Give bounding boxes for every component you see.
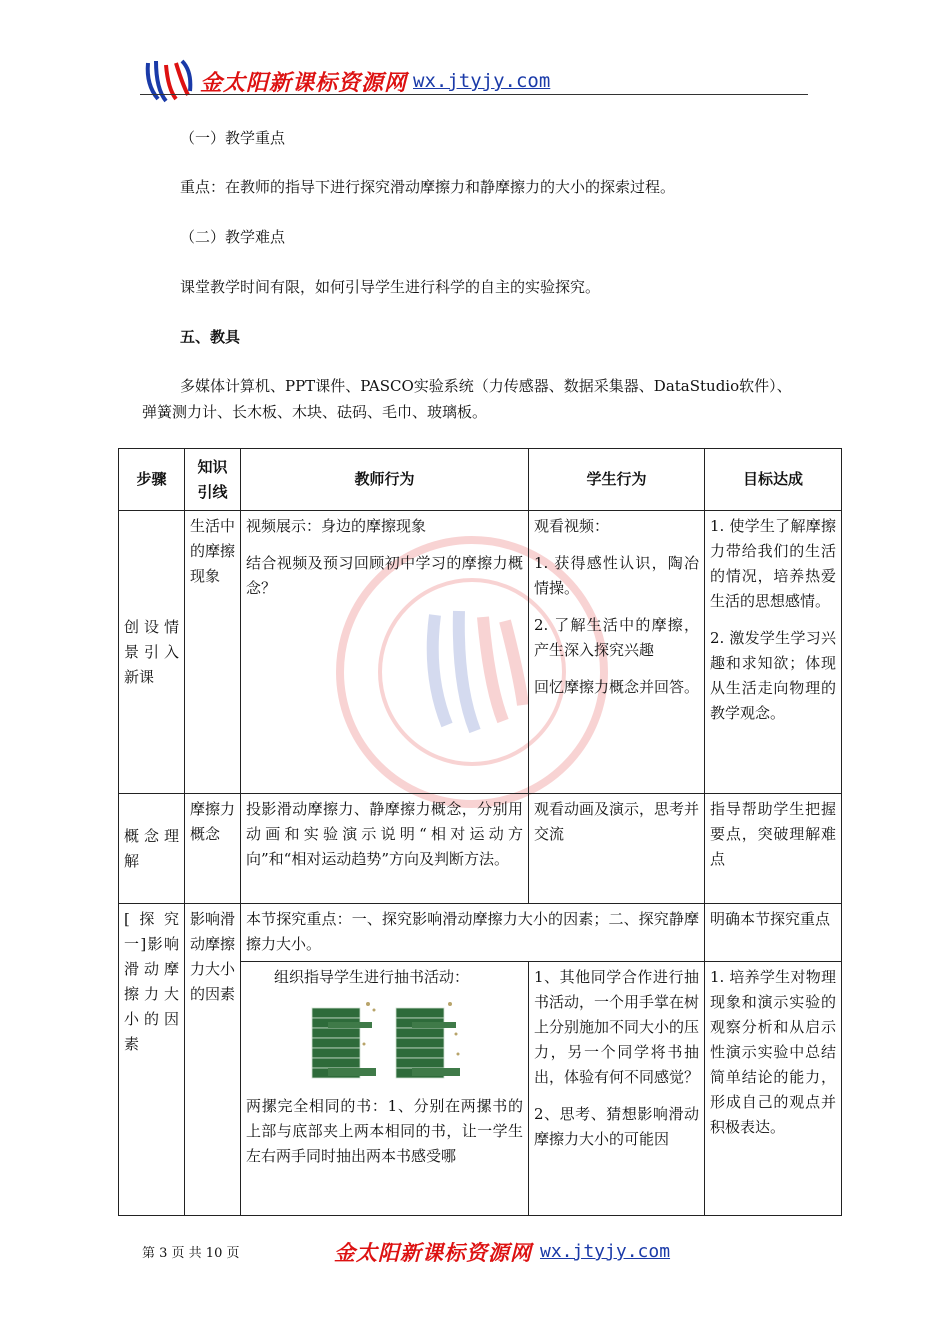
row3-knowledge: 影响滑动摩擦力大小的因素: [185, 904, 241, 1216]
row3-student-sub-p1: 1、其他同学合作进行抽书活动，一个用手掌在树上分别施加不同大小的压力，另一个同学将书抽出，体验有何不同感觉？: [534, 968, 700, 1086]
row1-goal: [705, 511, 842, 794]
row3-student-sub: [529, 962, 705, 1216]
row1-goal-p1: 1. 使学生了解摩擦力带给我们的生活的情况，培养热爱生活的思想感情。: [710, 517, 836, 610]
row2-knowledge: 摩擦力概念: [185, 794, 241, 904]
row3-goal-sub: 1. 培养学生对物理现象和演示实验的观察分析和从启示性演示实验中总结简单结论的能力，形成自己的观点并积极表达。: [705, 962, 842, 1216]
row2-goal: 指导帮助学生把握要点，突破理解难点: [705, 794, 842, 904]
book-stacks-icon: [298, 994, 478, 1094]
header-student: 学生行为: [529, 449, 705, 511]
row3-teacher-top: 本节探究重点：一、探究影响滑动摩擦力大小的因素；二、探究静摩擦力大小。: [241, 904, 705, 962]
footer-brand: 金太阳新课标资源网: [334, 1240, 532, 1265]
table-row: [119, 904, 842, 962]
row1-knowledge: 生活中的摩擦现象: [185, 511, 241, 794]
header-teacher: 教师行为: [241, 449, 529, 511]
row2-teacher: 投影滑动摩擦力、静摩擦力概念，分别用动画和实验演示说明“相对运动方向”和“相对运动趋势”方向及判断方法。: [241, 794, 529, 904]
row3-goal-top: 明确本节探究重点: [705, 904, 842, 962]
header-brand: 金太阳新课标资源网: [200, 70, 408, 96]
footer-page-info: 第 3 页 共 10 页: [142, 1246, 240, 1261]
row1-teacher-p2: 结合视频及预习回顾初中学习的摩擦力概念？: [246, 554, 523, 597]
header-goal: 目标达成: [705, 449, 842, 511]
row1-student: [529, 511, 705, 794]
header-url[interactable]: wx.jtyjy.com: [413, 70, 551, 92]
row1-teacher-p1: 视频展示：身边的摩擦现象: [246, 517, 427, 535]
row3-student-sub-p2: 2、思考、猜想影响滑动摩擦力大小的可能因: [534, 1105, 699, 1148]
header-knowledge: 知识引线: [185, 449, 241, 511]
row3-teacher-sub-text: 两摞完全相同的书：1、分别在两摞书的上部与底部夹上两本相同的书，让一学生左右两手同时抽出两本书感受哪: [246, 1097, 523, 1165]
table-row: [119, 511, 842, 794]
heading-teaching-aids: 五、教具: [180, 328, 241, 346]
row2-step: 概念理解: [119, 794, 185, 904]
table-row: [119, 794, 842, 904]
row1-step: 创设情景引入新课: [119, 511, 185, 794]
row3-step: [探究一]影响滑动摩擦力大小的因素: [119, 904, 185, 1216]
footer-url[interactable]: wx.jtyjy.com: [540, 1241, 671, 1262]
heading-key-points: （一）教学重点: [180, 129, 286, 147]
header-step: 步骤: [119, 449, 185, 511]
row3-teacher-sub-heading: 组织指导学生进行抽书活动：: [274, 968, 470, 986]
lesson-plan-table: [118, 448, 842, 1216]
header-rule: [140, 94, 808, 95]
heading-difficulties: （二）教学难点: [180, 228, 286, 246]
header-logo: [142, 55, 194, 107]
row2-student: 观看动画及演示，思考并交流: [529, 794, 705, 904]
row1-student-p4: 回忆摩擦力概念并回答。: [534, 678, 700, 696]
jty-logo-icon: [142, 55, 194, 107]
row1-teacher: [241, 511, 529, 794]
teaching-aids-line1: 多媒体计算机、PPT课件、PASCO实验系统（力传感器、数据采集器、DataStudio软件）、: [180, 377, 792, 395]
difficulties-text: 课堂教学时间有限，如何引导学生进行科学的自主的实验探究。: [180, 278, 601, 296]
row1-student-p1: 观看视频：: [534, 517, 610, 535]
table-header-row: [119, 449, 842, 511]
book-illustration: [246, 990, 523, 1094]
key-points-text: 重点：在教师的指导下进行探究滑动摩擦力和静摩擦力的大小的探索过程。: [180, 178, 676, 196]
row1-student-p3: 2. 了解生活中的摩擦，产生深入探究兴趣: [534, 616, 699, 659]
row1-student-p2: 1. 获得感性认识，陶冶情操。: [534, 554, 699, 597]
row1-goal-p2: 2. 激发学生学习兴趣和求知欲；体现从生活走向物理的教学观念。: [710, 629, 836, 722]
row3-teacher-sub: [241, 962, 529, 1216]
teaching-aids-line2: 弹簧测力计、长木板、木块、砝码、毛巾、玻璃板。: [142, 403, 488, 421]
